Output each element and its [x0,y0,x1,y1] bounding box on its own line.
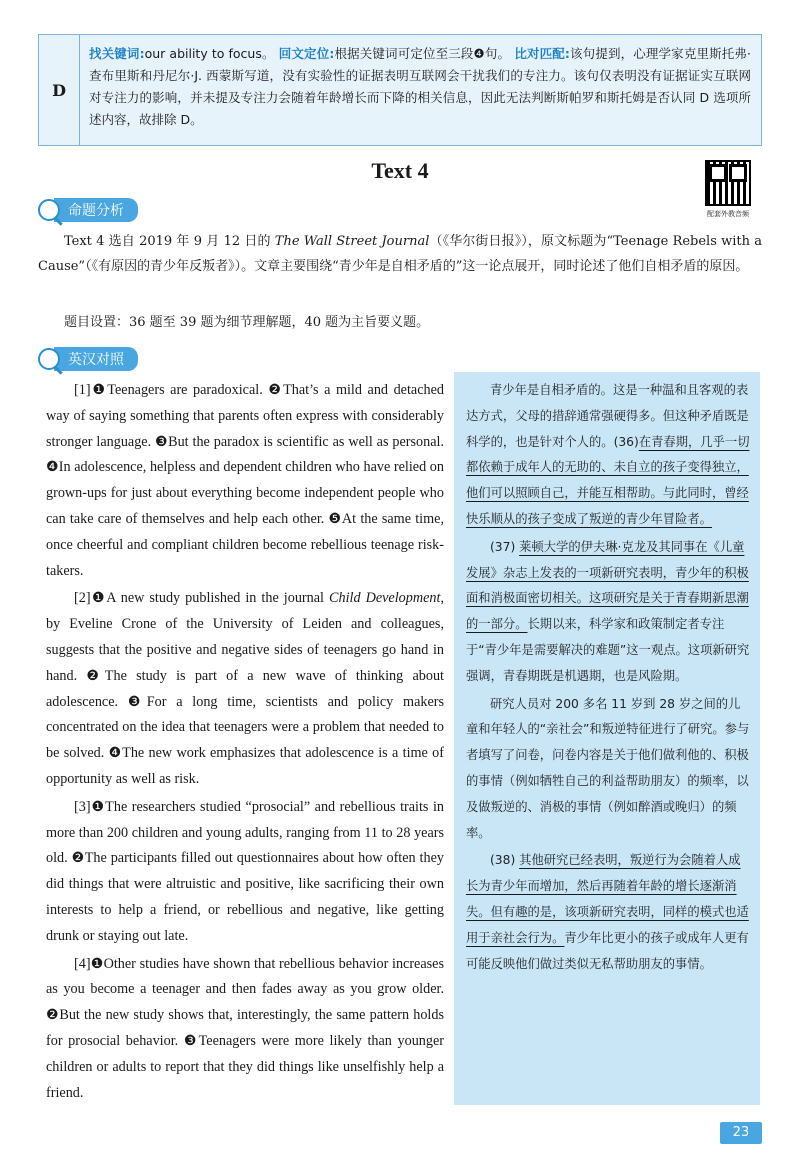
question-number: (37) [490,539,520,554]
chinese-text: 长期以来，科学家和政策制定者专注于“青少年是需要解决的难题”这一观点。这项新研究强调，青春期既是机遇期，也是风险期。 [466,617,750,683]
chinese-column [454,372,760,1105]
english-paragraph-4: [4]❶Other studies have shown that rebellious behavior increases as you become a teenager and then fades away as you grow older. ❷But the new study shows that, interestingly, the same pattern holds for prosocial behavior. ❸Teenagers were more likely than younger children or adults to report that they did things like unselfishly help a friend. [46,955,444,1101]
question-number: (38) [490,853,520,868]
locate-value: 根据关键词可定位至三段❹句。 [334,46,511,61]
keyword-value: our ability to focus。 [144,46,275,61]
compare-label: 比对匹配: [514,46,570,61]
chinese-underlined: 莱顿大学的伊夫琳·克龙及其同事在《儿童发展》杂志上发表的一项新研究表明，青少年的积极面和消极面密切相关。这项研究是关于青春期新思潮的一部分。 [466,539,749,632]
chinese-underlined: 在青春期，几乎一切都依赖于成年人的无助的、未自立的孩子变得独立，他们可以照顾自己，并能互相帮助。与此同时，曾经快乐顺从的孩子变成了叛逆的青少年冒险者。 [466,434,750,526]
section-label: 英汉对照 [54,347,138,371]
source-journal: The Wall Street Journal [274,234,430,249]
page-title: Text 4 [371,158,429,183]
chinese-text: 青少年比更小的孩子或成年人更有可能反映他们做过类似无私帮助朋友的事情。 [466,930,749,971]
section-label: 命题分析 [54,198,138,222]
analysis-text: Text 4 选自 2019 年 9 月 12 日的 [64,234,275,249]
compare-value: 该句提到，心理学家克里斯托弗·查布里斯和丹尼尔·J. 西蒙斯写道，没有实验性的证据表明互联网会干扰我们的专注力。该句仅表明没有证据证实互联网对专注力的影响，并未提及专注力会随着年龄增长而下降的相关信息，因此无法判断斯帕罗和斯托姆是否认同 D 选项所述内容，故排除 D。 [89,46,751,127]
qr-caption: 配套外教音频 [707,210,749,218]
journal-name: Child Development [329,590,441,607]
chinese-paragraph-2 [466,535,750,690]
magnifier-icon [38,199,60,221]
section-header-analysis [38,198,138,222]
chinese-text: 青少年是自相矛盾的。这是一种温和且客观的表达方式，父母的措辞通常强硬得多。但这种矛盾既是科学的，也是针对个人的。(36) [466,383,749,449]
english-paragraph-3: [3]❶The researchers studied “prosocial” and rebellious traits in more than 200 children and young adults, ranging from 11 to 28 years old. ❷The participants filled out questionnaires about how often they did things that were altruistic and positive, like sacrificing their own interests to help a friend, or rebellious and negative, like getting drunk or staying out late. [46,798,444,944]
section-header-bilingual [38,347,138,371]
english-column [46,378,444,1108]
locate-label: 回文定位: [278,46,335,61]
chinese-underlined: 其他研究已经表明，叛逆行为会随着人成长为青少年而增加，然后再随着年龄的增长逐渐消失。但有趣的是，该项新研究表明，同样的模式也适用于亲社会行为。 [466,853,749,945]
analysis-paragraph-2: 题目设置：36 题至 39 题为细节理解题，40 题为主旨要义题。 [64,315,430,330]
qr-code-icon[interactable] [705,160,751,206]
english-text: [2]❶A new study published in the journal [74,590,330,607]
option-d-analysis-box [38,34,762,146]
chinese-paragraph-1 [466,378,750,533]
english-text-cont: , by Eveline Crone of the University of Leiden and colleagues, suggests that the positive and negative sides of teenagers go hand in hand. ❷The study is part of a new wave of thinking about adolescence. ❸For a long time, scientists and policy makers concentrated on the idea that teenagers were a problem that needed to be solved. ❹The new work emphasizes that adolescence is a time of opportunity as well as risk. [46,590,444,787]
option-d-text [89,43,751,131]
option-letter: D [39,35,80,145]
page-number: 23 [720,1122,762,1144]
chinese-paragraph-3: 研究人员对 200 多名 11 岁到 28 岁之间的儿童和年轻人的“亲社会”和叛逆特征进行了研究。参与者填写了问卷，问卷内容是关于他们做利他的、积极的事情（例如牺牲自己的利益帮助朋友）的频率，以及做叛逆的、消极的事情（例如醉酒或晚归）的频率。 [466,696,750,840]
english-paragraph-2 [46,586,444,792]
analysis-text-cont: （《华尔街日报》），原文标题为“Teenage Rebels with a Cause”（《有原因的青少年反叛者》）。文章主要围绕“青少年是自相矛盾的”这一论点展开，同时论述了他们自相矛盾的原因。 [38,234,762,274]
analysis-paragraph-1 [38,229,762,279]
english-paragraph-1: [1]❶Teenagers are paradoxical. ❷That’s a mild and detached way of saying something that parents often express with considerably stronger language. ❸But the paradox is scientific as well as personal. ❹In adolescence, helpless and dependent children who have relied on grown-ups for just about everything become independent people who can take care of themselves and help each other. ❺At the same time, once cheerful and compliant children become rebellious teenage risk-takers. [46,382,444,579]
keyword-label: 找关键词: [89,46,145,61]
chinese-paragraph-4 [466,848,750,977]
magnifier-icon [38,348,60,370]
